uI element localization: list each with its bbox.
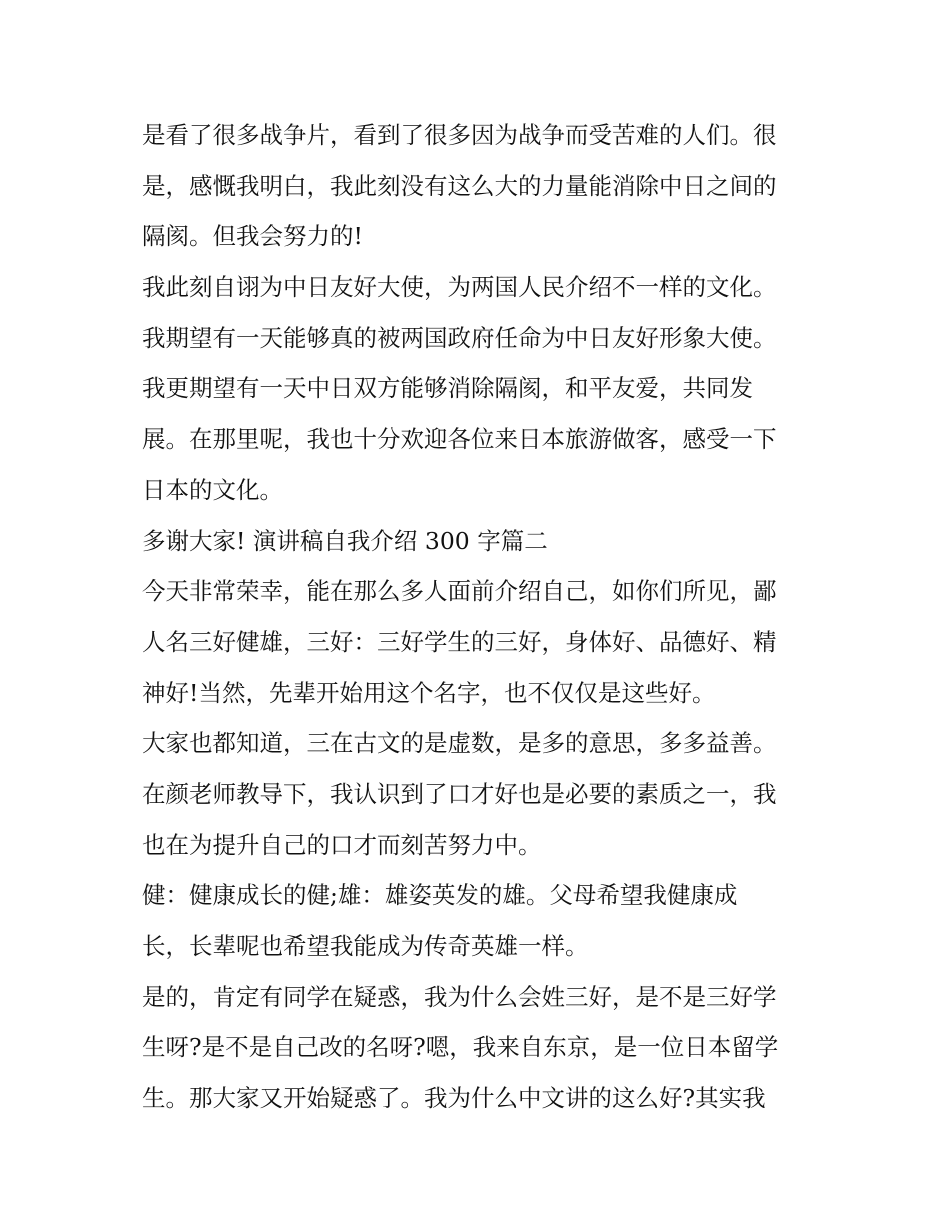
text-line: 长，长辈呢也希望我能成为传奇英雄一样。 <box>142 932 589 960</box>
text-line: 生呀?是不是自己改的名呀?嗯，我来自东京，是一位日本留学 <box>142 1033 779 1062</box>
text-line: 是看了很多战争片，看到了很多因为战争而受苦难的人们。很 <box>142 121 777 149</box>
document-body <box>142 110 822 1124</box>
text-line: 我更期望有一天中日双方能够消除隔阂，和平友爱，共同发 <box>142 374 753 403</box>
text-line: 人名三好健雄，三好：三好学生的三好，身体好、品德好、精 <box>142 627 777 656</box>
text-line: 在颜老师教导下，我认识到了口才好也是必要的素质之一，我 <box>142 779 777 808</box>
text-line: 我此刻自诩为中日友好大使，为两国人民介绍不一样的文化。 <box>142 273 777 302</box>
section-heading: 多谢大家! 演讲稿自我介绍 300 字篇二 <box>142 526 548 555</box>
text-line: 我期望有一天能够真的被两国政府任命为中日友好形象大使。 <box>142 323 777 352</box>
text-line: 大家也都知道，三在古文的是虚数，是多的意思，多多益善。 <box>142 729 777 758</box>
text-line: 是，感慨我明白，我此刻没有这么大的力量能消除中日之间的 <box>142 171 777 200</box>
text-line: 今天非常荣幸，能在那么多人面前介绍自己，如你们所见，鄙 <box>142 577 777 606</box>
text-line: 生。那大家又开始疑惑了。我为什么中文讲的这么好?其实我 <box>142 1084 766 1113</box>
text-line: 隔阂。但我会努力的! <box>142 222 363 251</box>
text-line: 是的，肯定有同学在疑惑，我为什么会姓三好，是不是三好学 <box>142 982 777 1011</box>
text-line: 神好!当然，先辈开始用这个名字，也不仅仅是这些好。 <box>142 678 716 707</box>
text-line: 展。在那里呢，我也十分欢迎各位来日本旅游做客，感受一下 <box>142 425 777 454</box>
text-line: 日本的文化。 <box>142 475 283 504</box>
text-line: 健：健康成长的健;雄：雄姿英发的雄。父母希望我健康成 <box>142 881 738 910</box>
text-line: 也在为提升自己的口才而刻苦努力中。 <box>142 830 542 859</box>
